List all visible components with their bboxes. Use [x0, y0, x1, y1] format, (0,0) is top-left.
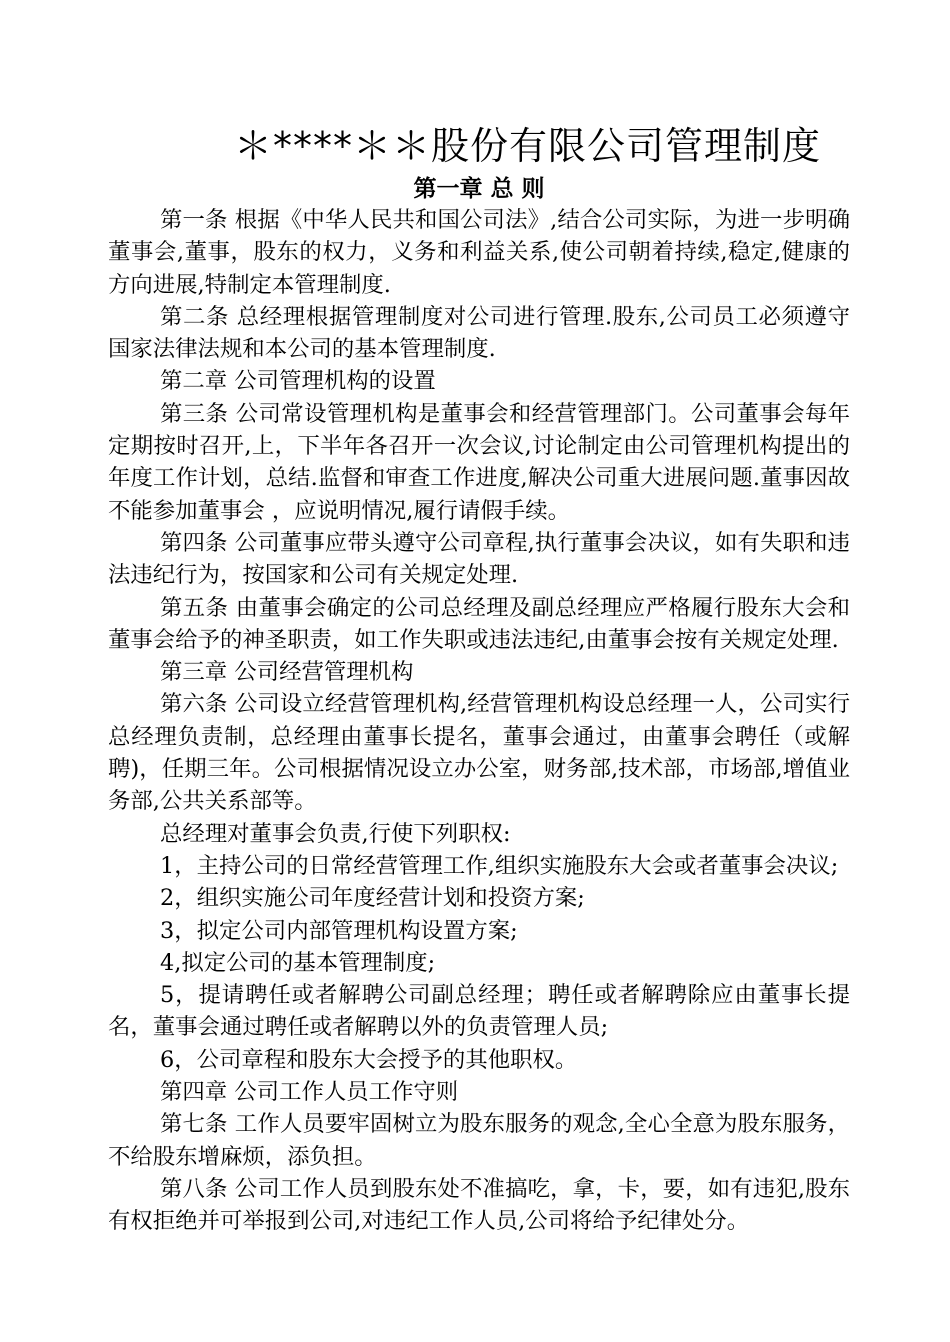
- chapter-3-heading: 第三章 公司经营管理机构: [160, 659, 414, 686]
- article-3: 第三条 公司常设管理机构是董事会和经营管理部门。公司董事会每年定期按时召开,上，下半年各召开一次会议,讨论制定由公司管理机构提出的年度工作计划，总结.监督和审查工作进度,解决公司重大进展问题.董事因故不能参加董事会 ，应说明情况,履行请假手续。: [108, 400, 850, 524]
- article-1: 第一条 根据《中华人民共和国公司法》,结合公司实际，为进一步明确董事会,董事，股东的权力，义务和利益关系,使公司朝着持续,稳定,健康的方向进展,特制定本管理制度.: [108, 207, 850, 298]
- article-2: 第二条 总经理根据管理制度对公司进行管理.股东,公司员工必须遵守国家法律法规和本公司的基本管理制度.: [108, 303, 850, 363]
- article-5: 第五条 由董事会确定的公司总经理及副总经理应严格履行股东大会和董事会给予的神圣职责，如工作失职或违法违纪,由董事会按有关规定处理.: [108, 594, 850, 653]
- article-6: 第六条 公司设立经营管理机构,经营管理机构设总经理一人，公司实行总经理负责制，总经理由董事长提名，董事会通过，由董事会聘任（或解聘)，任期三年。公司根据情况设立办公室，财务部,技术部，市场部,增值业务部,公共关系部等。: [108, 691, 850, 815]
- article-8: 第八条 公司工作人员到股东处不准搞吃，拿，卡，要，如有违犯,股东有权拒绝并可举报到公司,对违纪工作人员,公司将给予纪律处分。: [108, 1175, 850, 1235]
- gm-power-5: 5，提请聘任或者解聘公司副总经理；聘任或者解聘除应由董事长提名，董事会通过聘任或者解聘以外的负责管理人员;: [108, 982, 850, 1041]
- chapter-4-heading: 第四章 公司工作人员工作守则: [160, 1079, 459, 1106]
- document-page: [108, 118, 850, 1238]
- document-title: ＊****＊＊股份有限公司管理制度: [234, 124, 822, 168]
- chapter-1-title: 第一章 总 则: [413, 176, 545, 202]
- gm-power-3: 3，拟定公司内部管理机构设置方案;: [160, 917, 518, 944]
- gm-power-1: 1，主持公司的日常经营管理工作,组织实施股东大会或者董事会决议;: [160, 852, 839, 879]
- gm-power-4: 4,拟定公司的基本管理制度;: [160, 949, 436, 976]
- chapter-2-heading: 第二章 公司管理机构的设置: [160, 368, 436, 395]
- gm-power-2: 2，组织实施公司年度经营计划和投资方案;: [160, 885, 585, 912]
- article-4: 第四条 公司董事应带头遵守公司章程,执行董事会决议，如有失职和违法违纪行为，按国家和公司有关规定处理.: [108, 529, 850, 589]
- gm-power-6: 6，公司章程和股东大会授予的其他职权。: [160, 1046, 578, 1073]
- gm-powers-intro: 总经理对董事会负责,行使下列职权:: [160, 820, 511, 847]
- article-7: 第七条 工作人员要牢固树立为股东服务的观念,全心全意为股东服务，不给股东增麻烦，添负担。: [108, 1111, 850, 1170]
